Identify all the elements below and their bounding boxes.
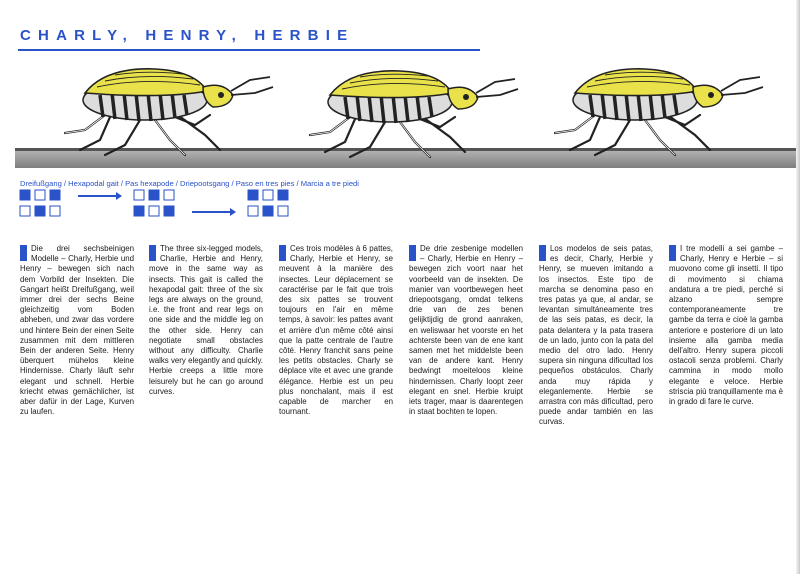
paragraph-marker [279,245,286,261]
gait-step-1 [20,190,60,216]
paragraph-marker [539,245,546,261]
column-text: The three six-legged models, Charlie, Herbie and Henry, move in the same way as insects. This gait is called the hexapodal gait: three of the six legs are always on the ground, i.e. the front and rear legs on one side and the middle leg on the other side. Henry can negotiate small obstacles without any difficulty. Charlie walks very elegantly and quickly. Herbie creeps a little more leisurely but he can go around curves. [149,244,263,396]
text-column-english [149,244,263,397]
gait-step-3 [248,190,288,216]
text-column-dutch [409,244,523,417]
column-text: Die drei sechsbeinigen Modelle – Charly, Herbie und Henry – bewegen sich nach dem Vorbild der Insekten. Die Gangart heißt Dreifußgang, weil immer drei der sechs Beine gleichzeitig vom Boden abheben, und zwar das vordere und hintere Bein der einen Seite zusammen mit dem mittleren Bein der anderen Seite. Henry überquert mühelos kleine Hindernisse. Charly läuft sehr elegant und schnell. Herbie kriecht etwas gemächlicher, ist aber dafür in der Lage, Kurven zu laufen. [20,244,134,417]
text-column-italian [669,244,783,407]
gait-arrow-2 [192,208,236,216]
gait-step-2 [134,190,174,216]
title-underline [18,49,480,51]
paragraph-marker [20,245,27,261]
column-text: I tre modelli a sei gambe – Charly, Henry e Herbie – si muovono come gli insetti. Il tipo di movimento si chiama andatura a tre piedi, perché si alzano sempre contemporaneamente tre gambe da terra e cioè la gamba anteriore e posteriore di un lato insieme alla gamba media dell'altro. Henry supera piccoli ostacoli senza problemi. Charly cammina in modo mollo elegante e veloce. Herbie striscia più tranquillamente ma è in grado di fare le curve. [669,244,783,407]
paragraph-marker [669,245,676,261]
page-edge-shadow [796,0,800,574]
text-column-french [279,244,393,417]
column-text: Ces trois modèles à 6 pattes, Charly, Herbie et Henry, se meuvent à la manière des insectes. Leur déplacement se caractérise par le fait que trois des six pattes se trouvent toujours en l'air en même temps, à savoir: les pattes avant et arrière d'un même côté ainsi que la patte centrale de l'autre côté. Henry franchit sans peine les petits obstacles. Charly se déplace vite et avec une grande élégance. Herbie est un peu plus nonchalant, mais il est capable de marcher en tournant. [279,244,393,417]
hexapodal-gait-diagram [18,188,308,224]
paragraph-marker [149,245,156,261]
gait-caption: Dreifußgang / Hexapodal gait / Pas hexapode / Driepootsgang / Paso en tres pies / Marcia a tre piedi [20,179,359,188]
text-column-spanish [539,244,653,428]
page-title: CHARLY, HENRY, HERBIE [20,27,355,44]
beetle-robots-illustration [0,55,800,180]
gait-arrow-1 [78,192,122,200]
column-text: De drie zesbenige modellen – Charly, Herbie en Henry – bewegen zich voort naar het voorbeeld van de insekten. De manier van voortbewegen heet driepootsgang, omdat telkens drie van de zes benen gelijktijdig de grond aanraken, en weliswaar het voorste en het achterste been van de ene kant samen met het middelste been van de andere kant. Henry bedwingt moeiteloos kleine hindernissen. Charly loopt zeer elegant en snel. Herbie kruipt iets trager, maar is daarentegen in staat bochten te lopen. [409,244,523,417]
text-column-german [20,244,134,417]
paragraph-marker [409,245,416,261]
column-text: Los modelos de seis patas, es decir, Charly, Herbie y Henry, se mueven imitando a los insectos. Este tipo de marcha se denomina paso en tres patas ya que, al andar, se levantan simultáneamente tres de las seis patas, es decir, la pata delantera y la pata trasera de un lado, junto con la pata del medio del otro lado. Henry supera sin ninguna dificultad los pequeños obstáculos. Charly anda muy rápida y eleganlemente. Herbie se arrastra con más dificultad, pero puede andar también en las curvas. [539,244,653,427]
